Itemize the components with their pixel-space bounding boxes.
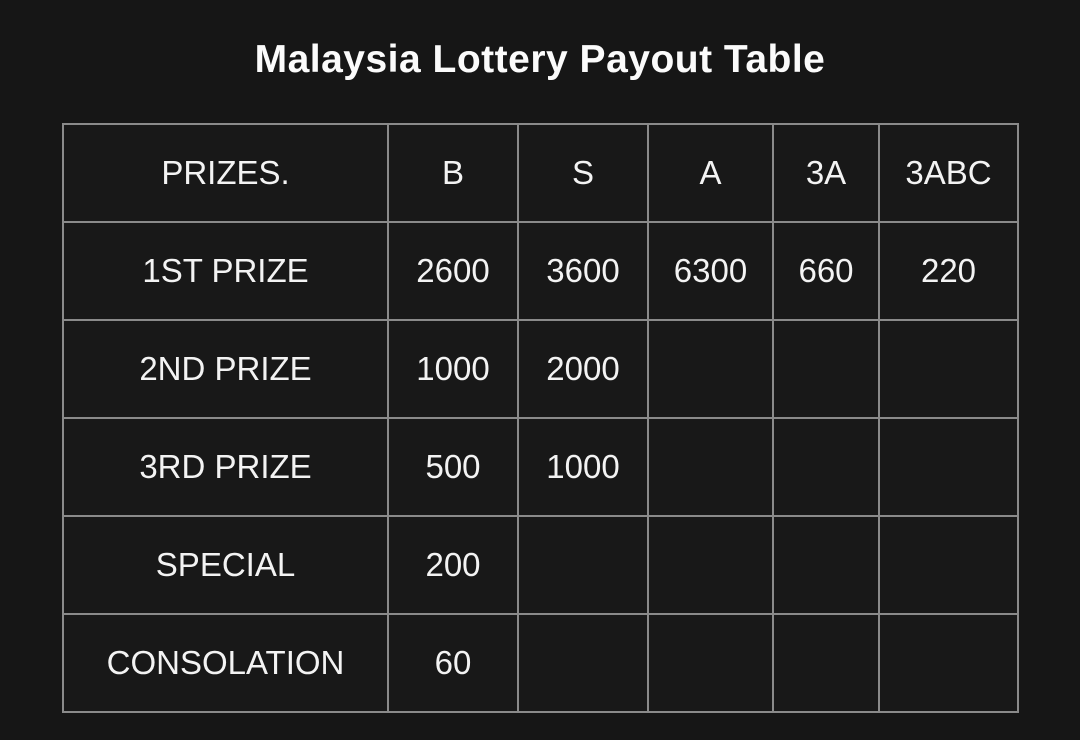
- value-cell: [773, 320, 879, 418]
- value-cell: 200: [388, 516, 518, 614]
- table-row: [63, 614, 1018, 712]
- value-cell: [773, 418, 879, 516]
- value-cell: [648, 320, 773, 418]
- value-cell: 2000: [518, 320, 648, 418]
- value-cell: [648, 516, 773, 614]
- value-cell: 220: [879, 222, 1018, 320]
- table-row: [63, 320, 1018, 418]
- value-cell: [879, 418, 1018, 516]
- value-cell: [879, 516, 1018, 614]
- column-header: PRIZES.: [63, 124, 388, 222]
- table-body: [63, 222, 1018, 712]
- value-cell: [648, 614, 773, 712]
- value-cell: [518, 516, 648, 614]
- value-cell: 500: [388, 418, 518, 516]
- value-cell: 1000: [518, 418, 648, 516]
- column-header: B: [388, 124, 518, 222]
- prize-label-cell: 1ST PRIZE: [63, 222, 388, 320]
- prize-label-cell: CONSOLATION: [63, 614, 388, 712]
- value-cell: [773, 614, 879, 712]
- value-cell: 3600: [518, 222, 648, 320]
- value-cell: [879, 320, 1018, 418]
- payout-table: [62, 123, 1019, 713]
- table-row: [63, 418, 1018, 516]
- value-cell: 60: [388, 614, 518, 712]
- column-header: 3A: [773, 124, 879, 222]
- table-row: [63, 516, 1018, 614]
- header-row: [63, 124, 1018, 222]
- value-cell: 2600: [388, 222, 518, 320]
- value-cell: 6300: [648, 222, 773, 320]
- column-header: 3ABC: [879, 124, 1018, 222]
- value-cell: [648, 418, 773, 516]
- prize-label-cell: SPECIAL: [63, 516, 388, 614]
- value-cell: 1000: [388, 320, 518, 418]
- prize-label-cell: 3RD PRIZE: [63, 418, 388, 516]
- value-cell: [879, 614, 1018, 712]
- column-header: A: [648, 124, 773, 222]
- prize-label-cell: 2ND PRIZE: [63, 320, 388, 418]
- value-cell: [773, 516, 879, 614]
- column-header: S: [518, 124, 648, 222]
- table-row: [63, 222, 1018, 320]
- value-cell: 660: [773, 222, 879, 320]
- page-title: Malaysia Lottery Payout Table: [254, 38, 826, 81]
- value-cell: [518, 614, 648, 712]
